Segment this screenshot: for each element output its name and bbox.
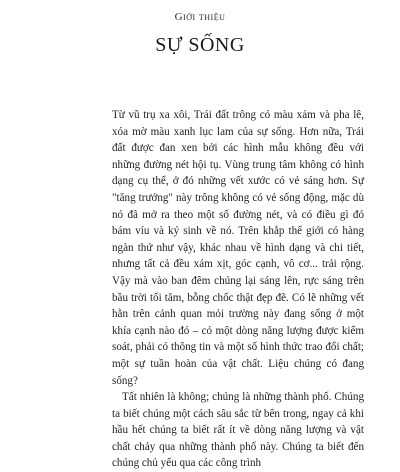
- paragraph-1: Từ vũ trụ xa xôi, Trái đất trông có màu xám và pha lê, xóa mờ màu xanh lục lam của sự sống. Hơn nữa, Trái đất được đan xen bởi các hình mẫu không đều với những đường nét hội tụ. Vùng trung tâm không có hình dạng cụ thể, ở đó những vết xước có vẻ sáng hơn. Sự "tăng trưởng" này trông không có vẻ sống động, mặc dù nó đã mở ra theo một số đường nét, và có điều gì đó bám víu và ký sinh về nó. Trên khắp thế giới có hàng ngàn thứ như vậy, khác nhau về hình dạng và chi tiết, nhưng tất cả đều xám xịt, góc cạnh, vô cơ... trải rộng. Vậy mà vào ban đêm chúng lại sáng lên, rực sáng trên bầu trời tối tăm, bỗng chốc thật đẹp đẽ. Có lẽ những vết hằn trên cảnh quan mỏi trường này đang sống ở một khía cạnh nào đó – có một dòng năng lượng được kiểm soát, phải có thông tin và một số hình thức trao đổi chất; một sự tuần hoàn của vật chất. Liệu chúng có đang sống?: [112, 109, 364, 387]
- section-label: Giới thiệu: [174, 11, 226, 23]
- body-text: [112, 107, 364, 472]
- paragraph-2: Tất nhiên là không; chúng là những thành phố. Chúng ta biết chúng một cách sâu sắc từ bên trong, ngay cả khi hầu hết chúng ta biết rất ít về dòng năng lượng và vật chất chảy qua những thành phố này. Chúng ta biết đến chúng chủ yếu qua các công trình: [112, 391, 364, 470]
- chapter-title: SỰ SỐNG: [155, 34, 245, 56]
